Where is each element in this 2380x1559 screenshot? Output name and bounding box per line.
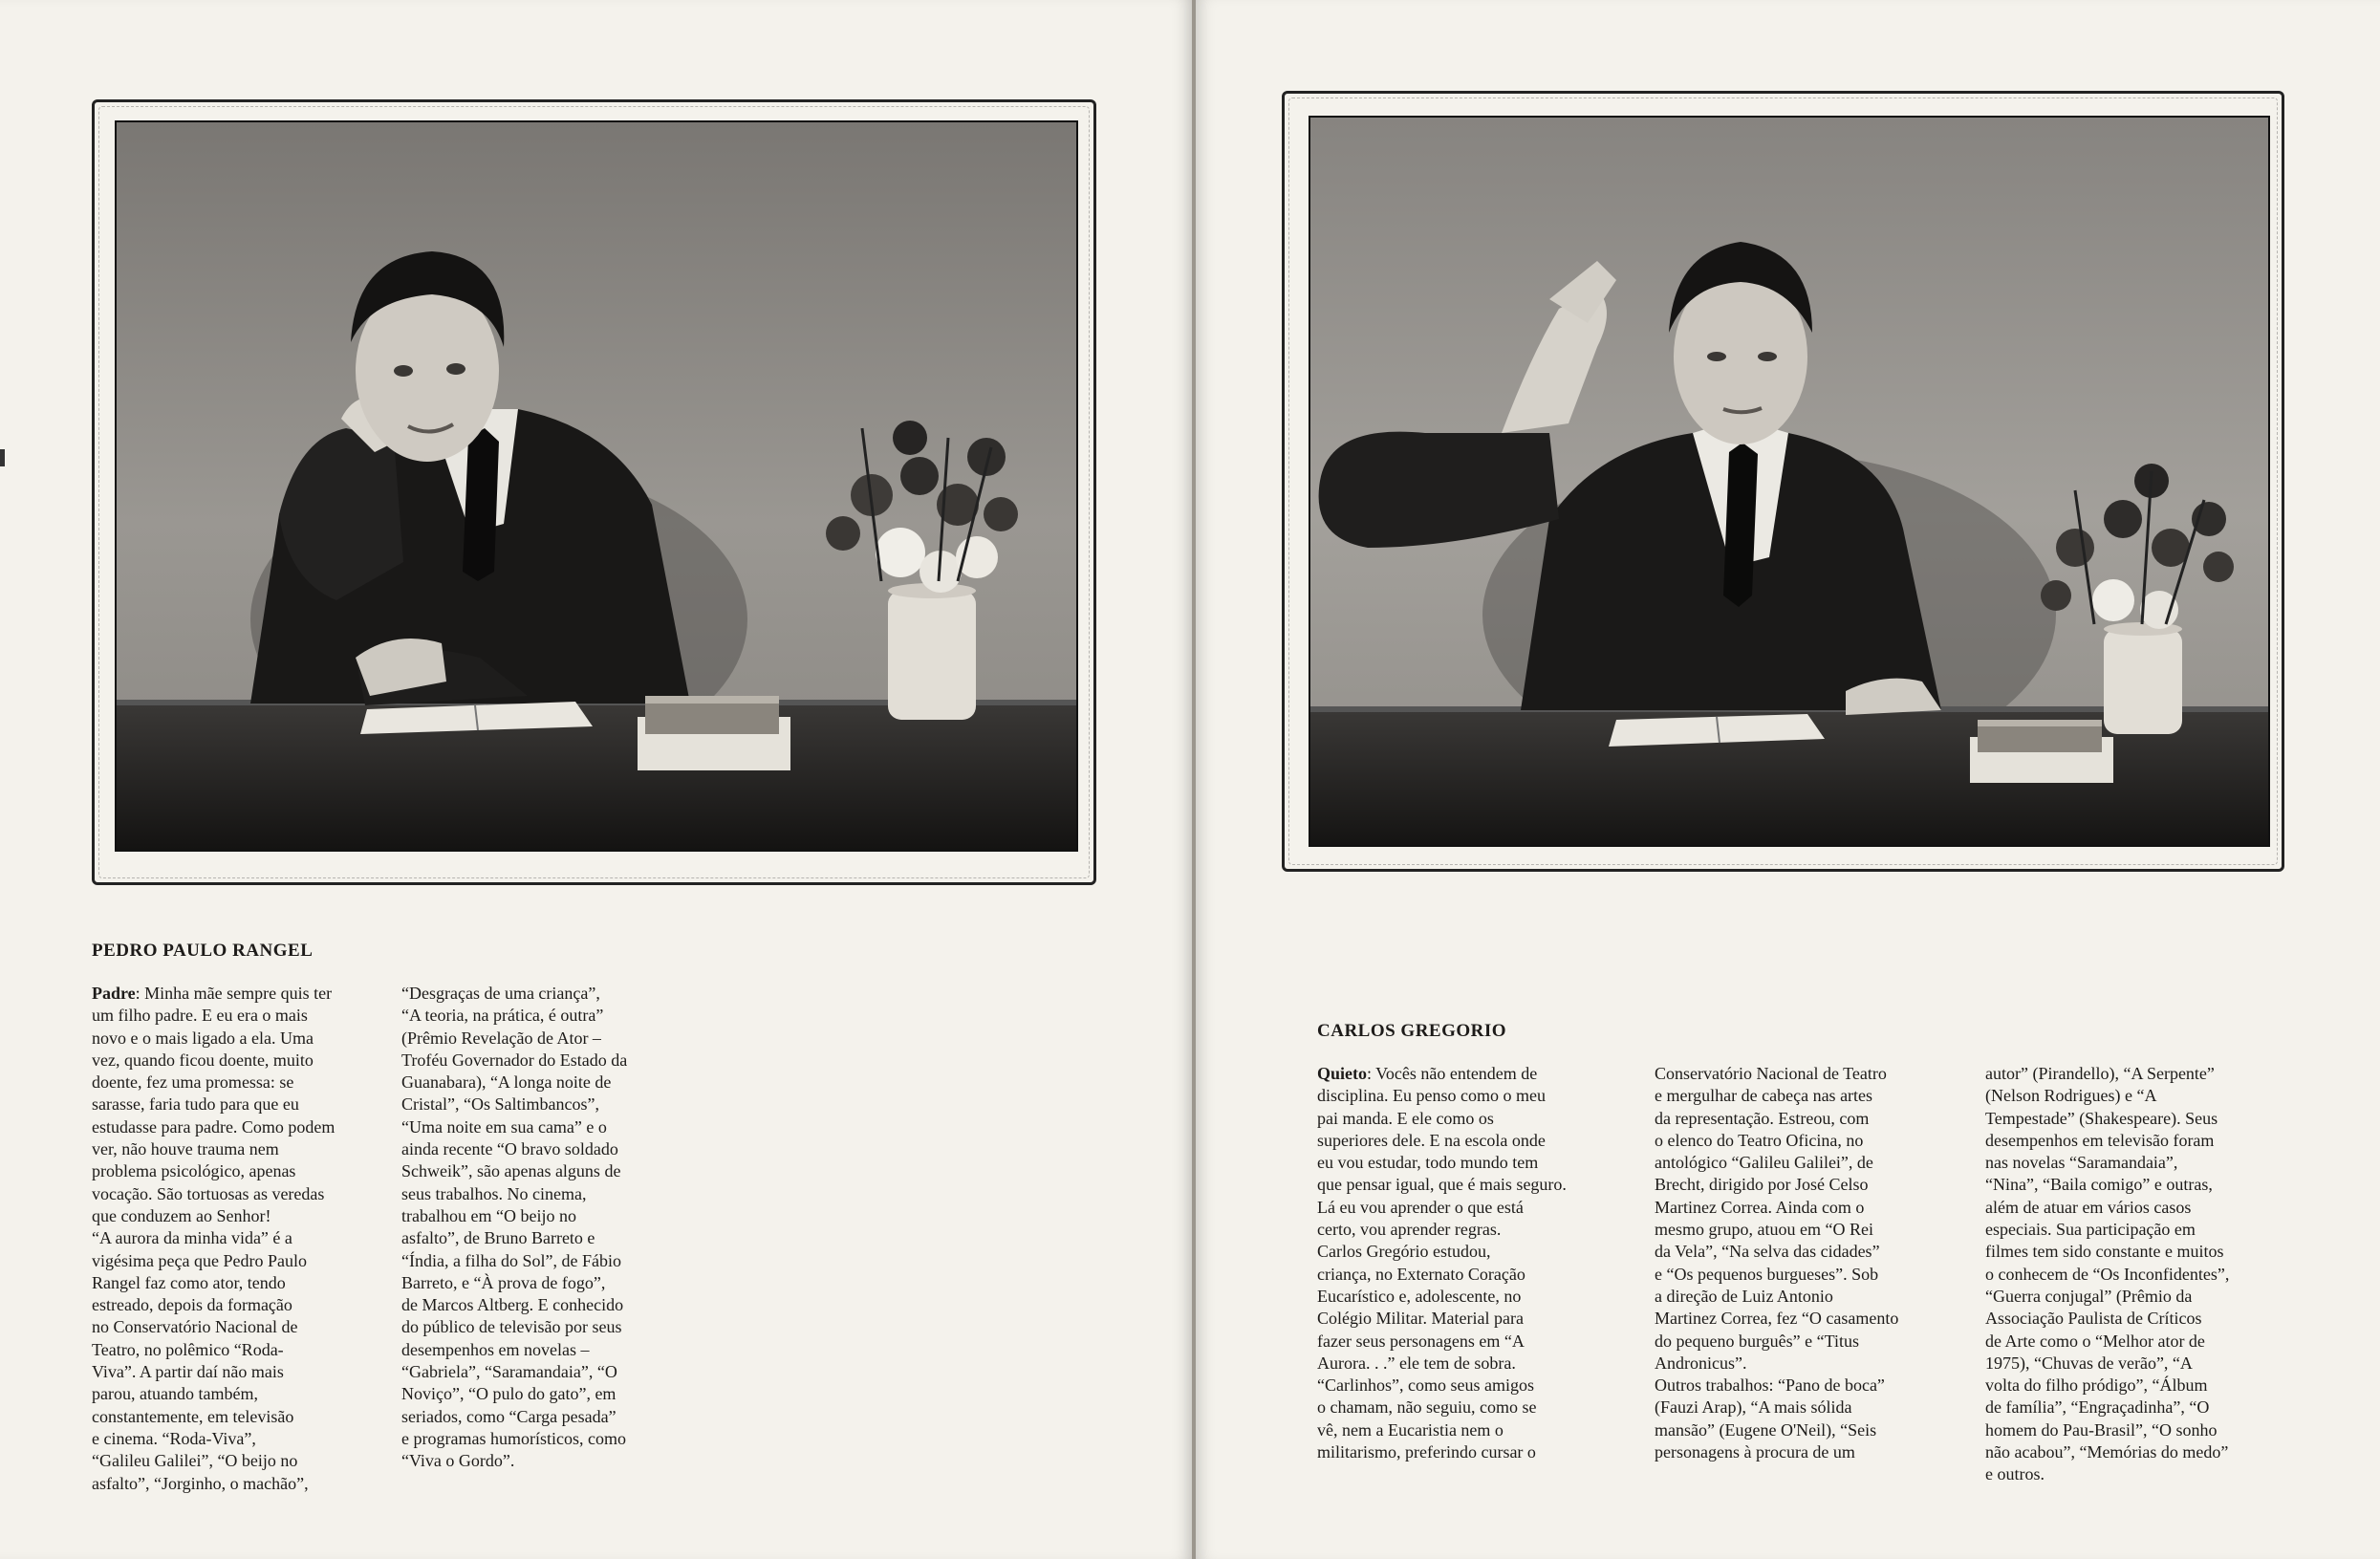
right-text-column-1 bbox=[1317, 1063, 1633, 1463]
left-col1-body: : Minha mãe sempre quis ter um filho padre. E eu era o mais novo e o mais ligado a ela. Uma vez, quando ficou doente, muito doente, fez uma promessa: se sarasse, faria tudo para que eu estudasse para padre. Como podem ver, não houve trauma nem problema psicológico, apenas vocação. São tortuosas as veredas que conduzem ao Senhor! “A aurora da minha vida” é a vigésima peça que Pedro Paulo Rangel faz como ator, tendo estreado, depois da formação no Conservatório Nacional de Teatro, no polêmico “Roda- Viva”. A partir daí não mais parou, atuando também, constantemente, em televisão e cinema. “Roda-Viva”, “Galileu Galilei”, “O beijo no asfalto”, “Jorginho, o machão”, bbox=[92, 984, 335, 1493]
character-label-quieto: Quieto bbox=[1317, 1064, 1367, 1083]
actor-name-carlos-gregorio: CARLOS GREGORIO bbox=[1317, 1021, 1507, 1041]
right-text-column-2: Conservatório Nacional de Teatro e mergulhar de cabeça nas artes da representação. Estreou, com o elenco do Teatro Oficina, no antológico “Galileu Galilei”, de Brecht, dirigido por José Celso Martinez Correa. Ainda com o mesmo grupo, atuou em “O Rei da Vela”, “Na selva das cidades” e “Os pequenos burgueses”. Sob a direção de Luiz Antonio Martinez Correa, fez “O casamento do pequeno burguês” e “Titus Andronicus”. Outros trabalhos: “Pano de boca” (Fauzi Arap), “A mais sólida mansão” (Eugene O'Neil), “Seis personagens à procura de um bbox=[1655, 1064, 1899, 1462]
character-label-padre: Padre bbox=[92, 984, 136, 1003]
page-edge-mark bbox=[0, 449, 5, 466]
right-text-column-3: autor” (Pirandello), “A Serpente” (Nelson Rodrigues) e “A Tempestade” (Shakespeare). Seus desempenhos em televisão foram nas novelas “Saramandaia”, “Nina”, “Baila comigo” e outras, além de atuar em vários casos especiais. Sua participação em filmes tem sido constante e muitos o conhecem de “Os Inconfidentes”, “Guerra conjugal” (Prêmio da Associação Paulista de Críticos de Arte como o “Melhor ator de 1975), “Chuvas de verão”, “A volta do filho pródigo”, “Álbum de família”, “Engraçadinha”, “O homem do Pau-Brasil”, “O sonho não acabou”, “Memórias do medo” e outros. bbox=[1985, 1064, 2230, 1484]
actor-name-pedro-paulo-rangel: PEDRO PAULO RANGEL bbox=[92, 941, 314, 961]
photo-pedro-paulo-rangel bbox=[115, 120, 1078, 852]
left-text-column-1 bbox=[92, 983, 379, 1495]
left-text-column-2: “Desgraças de uma criança”, “A teoria, na prática, é outra” (Prêmio Revelação de Ator – Troféu Governador do Estado da Guanabara), “A longa noite de Cristal”, “Os Saltimbancos”, “Uma noite em sua cama” e o ainda recente “O bravo soldado Schweik”, são apenas alguns de seus trabalhos. No cinema, trabalhou em “O beijo no asfalto”, de Bruno Barreto e “Índia, a filha do Sol”, de Fábio Barreto, e “À prova de fogo”, de Marcos Altberg. E conhecido do público de televisão por seus desempenhos em novelas – “Gabriela”, “Saramandaia”, “O Noviço”, “O pulo do gato”, em seriados, como “Carga pesada” e programas humorísticos, como “Viva o Gordo”. bbox=[401, 984, 628, 1471]
photo-carlos-gregorio bbox=[1309, 116, 2270, 847]
right-col1-body: : Vocês não entendem de disciplina. Eu penso como o meu pai manda. E ele como os superiores dele. E na escola onde eu vou estudar, todo mundo tem que pensar igual, que é mais seguro. Lá eu vou aprender o que está certo, vou aprender regras. Carlos Gregório estudou, criança, no Externato Coração Eucarístico e, adolescente, no Colégio Militar. Material para fazer seus personagens em “A Aurora. . .” ele tem de sobra. “Carlinhos”, como seus amigos o chamam, não seguiu, como se vê, nem a Eucaristia nem o militarismo, preferindo cursar o bbox=[1317, 1064, 1567, 1462]
right-page bbox=[1196, 0, 2380, 1559]
